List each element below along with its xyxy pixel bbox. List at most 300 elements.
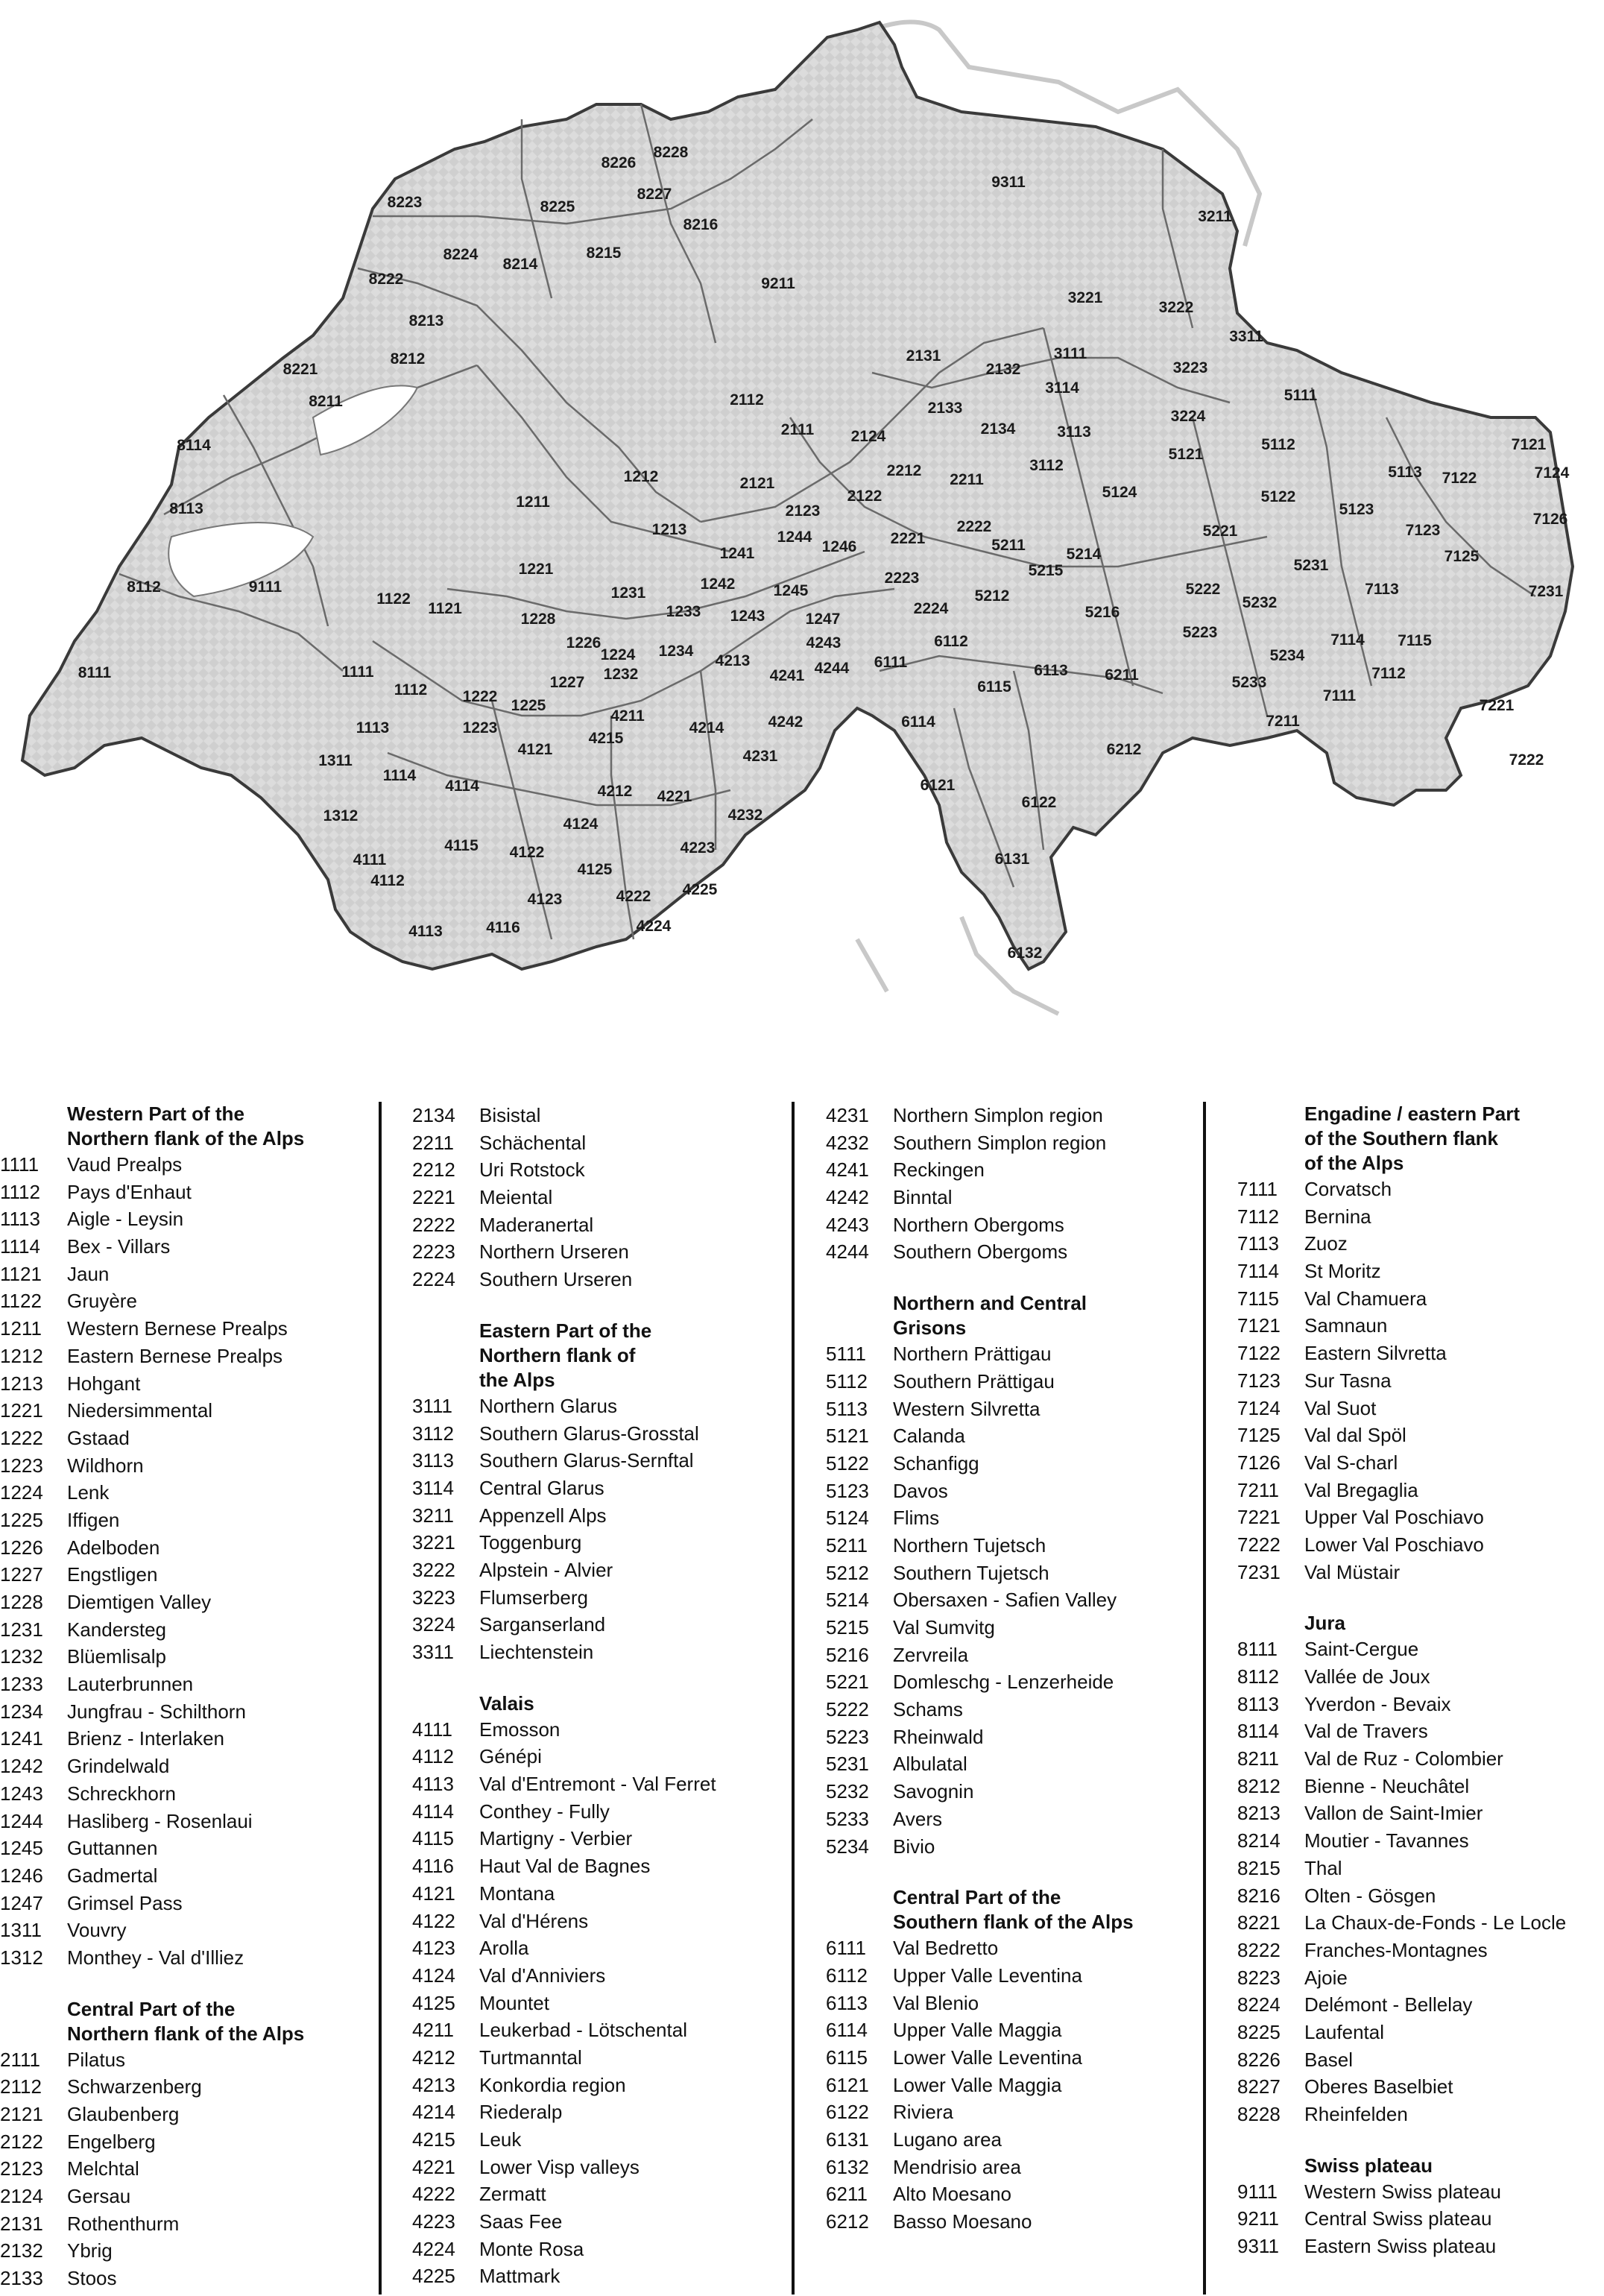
region-code-label: 7111 (1322, 687, 1357, 704)
region-name: Mountet (479, 1991, 549, 2014)
section-heading: Western Part of the Northern flank of the Alps (67, 1103, 305, 1149)
region-code: 4225 (412, 2265, 455, 2288)
region-code: 6121 (826, 2073, 869, 2096)
region-name: Ajoie (1304, 1966, 1348, 1989)
region-code-label: 4213 (715, 652, 751, 669)
region-code: 8215 (1237, 1856, 1281, 1879)
region-name: Val dal Spöl (1304, 1424, 1406, 1447)
region-code-label: 4232 (727, 807, 763, 824)
region-code-label: 6212 (1106, 741, 1142, 758)
region-code: 5216 (826, 1643, 869, 1666)
legend-row (0, 1315, 388, 1343)
legend-row (0, 1835, 388, 1862)
region-code: 8222 (1237, 1938, 1281, 1961)
region-code-label: 2123 (785, 502, 821, 520)
region-name: Pays d'Enhaut (67, 1180, 192, 1203)
legend-row (826, 1723, 1213, 1751)
region-code-label: 5212 (974, 587, 1010, 605)
legend-row (1237, 1477, 1604, 1504)
legend-row (826, 2126, 1213, 2154)
legend-row (826, 1184, 1213, 1211)
region-code: 8212 (1237, 1774, 1281, 1797)
region-name: Calanda (893, 1425, 965, 1448)
region-code: 8223 (1237, 1966, 1281, 1989)
region-name: Western Swiss plateau (1304, 2180, 1501, 2203)
region-code-label: 1241 (719, 545, 755, 562)
legend-row (826, 1962, 1213, 1990)
legend-row (1237, 1937, 1604, 1964)
region-code: 3111 (412, 1394, 452, 1417)
legend-column-1 (0, 1102, 388, 2292)
region-code: 1233 (0, 1673, 43, 1696)
region-code-label: 5234 (1269, 647, 1305, 664)
region-code-label: 5232 (1242, 594, 1278, 611)
region-name: Val Suot (1304, 1396, 1377, 1419)
region-code-label: 2212 (886, 462, 922, 479)
section-heading: Swiss plateau (1304, 2154, 1433, 2177)
region-code-label: 7221 (1479, 697, 1515, 714)
legend-row (412, 1825, 800, 1852)
region-code: 8211 (1237, 1747, 1279, 1770)
region-name: Savognin (893, 1780, 974, 1803)
legend-row (0, 1890, 388, 1917)
region-code: 1121 (0, 1262, 42, 1285)
section-heading: Northern and Central Grisons (893, 1292, 1087, 1340)
region-code: 4124 (412, 1964, 455, 1987)
region-name: Thal (1304, 1856, 1342, 1879)
legend-row (1237, 1285, 1604, 1313)
region-code: 8226 (1237, 2048, 1281, 2071)
legend-row (412, 2262, 800, 2290)
region-code-label: 4223 (680, 839, 716, 857)
region-code: 5111 (826, 1343, 866, 1366)
region-name: Flumserberg (479, 1586, 588, 1609)
region-code-label: 4214 (689, 719, 724, 737)
region-code-label: 2134 (980, 420, 1016, 438)
region-code-label: 5121 (1168, 446, 1204, 463)
region-code: 7123 (1237, 1369, 1281, 1392)
region-code: 4116 (412, 1855, 454, 1878)
region-name: Central Swiss plateau (1304, 2207, 1492, 2230)
region-name: Schwarzenberg (67, 2075, 202, 2098)
region-code-label: 6113 (1034, 662, 1068, 679)
legend-row (826, 1102, 1213, 1129)
region-code: 1227 (0, 1563, 43, 1586)
region-code-label: 1113 (356, 719, 390, 737)
region-code-label: 7112 (1371, 665, 1406, 682)
region-code: 1113 (0, 1208, 40, 1231)
region-name: Eastern Silvretta (1304, 1342, 1447, 1365)
region-name: Saas Fee (479, 2210, 563, 2233)
legend-row (1237, 2101, 1604, 2128)
region-name: Sarganserland (479, 1613, 606, 1636)
region-code: 5232 (826, 1780, 869, 1803)
region-name: Gstaad (67, 1426, 130, 1449)
region-code: 8221 (1237, 1911, 1281, 1934)
region-code-label: 2223 (884, 570, 920, 587)
region-code-label: 9311 (991, 174, 1026, 191)
region-code: 6113 (826, 1991, 868, 2014)
region-code: 1212 (0, 1344, 43, 1367)
legend-row (0, 2265, 388, 2292)
region-code-label: 7113 (1365, 581, 1399, 598)
region-name: Northern Glarus (479, 1394, 617, 1417)
region-name: Martigny - Verbier (479, 1827, 633, 1850)
region-name: Uri Rotstock (479, 1158, 585, 1182)
region-code-label: 7121 (1511, 436, 1547, 453)
region-code-label: 8228 (653, 144, 689, 161)
region-code: 8113 (1237, 1692, 1279, 1715)
region-code: 7231 (1237, 1560, 1281, 1583)
region-code: 6112 (826, 1964, 868, 1987)
legend-row (1237, 1449, 1604, 1477)
region-name: Reckingen (893, 1158, 985, 1182)
section-heading: Jura (1304, 1612, 1345, 1635)
legend-row (412, 1184, 800, 1211)
legend-row (412, 2126, 800, 2154)
legend-row (412, 1880, 800, 1908)
legend-row (0, 1370, 388, 1398)
region-name: Southern Urseren (479, 1268, 633, 1291)
region-code-label: 3211 (1198, 208, 1232, 225)
region-name: Lauterbrunnen (67, 1673, 194, 1696)
region-name: Southern Obergoms (893, 1240, 1068, 1264)
region-name: Génépi (479, 1745, 542, 1768)
region-name: Vouvry (67, 1919, 127, 1942)
region-code: 5215 (826, 1616, 869, 1639)
region-name: Stoos (67, 2267, 117, 2290)
legend-row (412, 2098, 800, 2126)
region-name: Adelboden (67, 1536, 160, 1559)
region-code-label: 3222 (1158, 299, 1194, 316)
region-code: 1221 (0, 1399, 43, 1422)
legend-row (412, 1743, 800, 1770)
region-name: Conthey - Fully (479, 1800, 610, 1823)
region-code-label: 7126 (1532, 511, 1568, 528)
legend-row (1237, 2178, 1604, 2206)
region-code-label: 8114 (177, 437, 211, 454)
region-code: 4115 (412, 1827, 454, 1850)
region-code: 3211 (412, 1504, 454, 1527)
region-name: Grimsel Pass (67, 1891, 183, 1914)
region-code-label: 2112 (730, 391, 764, 409)
region-name: Franches-Montagnes (1304, 1938, 1488, 1961)
region-code: 9211 (1237, 2207, 1279, 2230)
legend-row (412, 1420, 800, 1448)
legend-row (1237, 1531, 1604, 1559)
legend-row (0, 1343, 388, 1370)
legend-row (1237, 2073, 1604, 2101)
region-map (0, 0, 1604, 1073)
region-name: Lower Valle Maggia (893, 2073, 1062, 2096)
region-code-label: 3111 (1053, 345, 1087, 362)
region-name: Northern Obergoms (893, 1213, 1064, 1236)
region-name: Southern Simplon region (893, 1131, 1107, 1154)
region-code: 8111 (1237, 1638, 1278, 1661)
region-name: Zermatt (479, 2183, 546, 2206)
region-code-label: 4222 (616, 888, 651, 905)
legend-row (412, 1611, 800, 1639)
legend-row (1237, 2205, 1604, 2233)
region-code-label: 8223 (387, 194, 423, 211)
region-code: 2222 (412, 1213, 455, 1236)
legend-row (1237, 1559, 1604, 1586)
region-name: Vallon de Saint-Imier (1304, 1802, 1483, 1825)
legend-row (0, 1753, 388, 1780)
region-code: 2112 (0, 2075, 42, 2098)
region-name: Flims (893, 1507, 940, 1530)
region-code: 1246 (0, 1864, 43, 1887)
region-code: 1213 (0, 1372, 43, 1395)
region-name: Delémont - Bellelay (1304, 1993, 1473, 2016)
region-code: 1114 (0, 1235, 40, 1258)
region-name: Blüemlisalp (67, 1645, 166, 1668)
legend-row (412, 2016, 800, 2044)
region-code: 4232 (826, 1131, 869, 1154)
region-code-label: 1242 (700, 575, 736, 593)
region-code-label: 4115 (444, 837, 479, 854)
legend-row (826, 1668, 1213, 1696)
region-name: Val d'Anniviers (479, 1964, 606, 1987)
region-code: 1226 (0, 1536, 43, 1559)
region-name: Val Sumvitg (893, 1616, 995, 1639)
legend-row (412, 1529, 800, 1557)
region-name: Jungfrau - Schilthorn (67, 1700, 246, 1723)
region-code-label: 1233 (666, 603, 701, 620)
region-name: Central Glarus (479, 1476, 604, 1499)
region-code-label: 7231 (1528, 583, 1564, 600)
region-code-label: 6121 (920, 777, 956, 794)
region-code-label: 7222 (1509, 751, 1544, 769)
legend-row (826, 1477, 1213, 1505)
region-name: Zervreila (893, 1643, 969, 1666)
region-code: 7222 (1237, 1533, 1281, 1556)
region-code-label: 7211 (1266, 713, 1300, 730)
legend-row (0, 2128, 388, 2156)
legend-row (826, 1833, 1213, 1861)
region-code-label: 8215 (586, 245, 622, 262)
region-name: Val de Ruz - Colombier (1304, 1747, 1503, 1770)
region-name: Vaud Prealps (67, 1153, 183, 1176)
column-divider (379, 1102, 382, 2295)
section-heading: Eastern Part of the Northern flank of the Alps (479, 1319, 652, 1391)
region-name: Laufental (1304, 2020, 1384, 2043)
legend-row (826, 1395, 1213, 1423)
region-code-label: 5113 (1388, 464, 1422, 481)
region-code-label: 8221 (282, 361, 318, 378)
legend-row (826, 2154, 1213, 2181)
region-code-label: 5124 (1102, 484, 1137, 501)
legend-row (1237, 1991, 1604, 2019)
legend-row (0, 1151, 388, 1179)
region-name: Riederalp (479, 2101, 563, 2124)
region-code-label: 5216 (1084, 604, 1120, 621)
legend-row (1237, 2019, 1604, 2046)
region-name: Samnaun (1304, 1314, 1388, 1337)
region-name: Schreckhorn (67, 1782, 176, 1805)
region-name: Monthey - Val d'Illiez (67, 1946, 244, 1969)
legend-row (1237, 1800, 1604, 1827)
legend-row (826, 1211, 1213, 1239)
region-name: Niedersimmental (67, 1399, 213, 1422)
region-code-label: 2221 (890, 530, 926, 547)
legend-row (0, 1233, 388, 1261)
region-code-label: 4111 (353, 851, 387, 868)
region-name: Mattmark (479, 2265, 561, 2288)
region-code: 3223 (412, 1586, 455, 1609)
region-name: Binntal (893, 1186, 953, 1209)
column-divider (1203, 1102, 1206, 2295)
legend-row (0, 2183, 388, 2210)
region-code: 8228 (1237, 2103, 1281, 2125)
region-code: 4215 (412, 2128, 455, 2151)
region-code-label: 4116 (486, 919, 520, 936)
region-code: 7114 (1237, 1260, 1279, 1283)
legend-column-3 (826, 1102, 1213, 2236)
region-code-label: 4241 (769, 667, 805, 684)
region-name: Schams (893, 1698, 963, 1721)
region-name: Oberes Baselbiet (1304, 2075, 1453, 2098)
region-code-label: 1212 (623, 468, 659, 485)
region-code-label: 8112 (127, 578, 161, 596)
region-name: Lower Visp valleys (479, 2155, 640, 2178)
region-name: Southern Glarus-Grosstal (479, 1422, 699, 1445)
region-code: 1224 (0, 1481, 43, 1504)
region-code-label: 3114 (1045, 379, 1079, 397)
region-name: Val d'Entremont - Val Ferret (479, 1773, 716, 1796)
region-name: Obersaxen - Safien Valley (893, 1589, 1117, 1612)
region-code-label: 1121 (428, 600, 462, 617)
region-code: 4222 (412, 2183, 455, 2206)
region-name: Alpstein - Alvier (479, 1558, 613, 1581)
region-name: Val de Travers (1304, 1720, 1428, 1743)
legend-row (412, 1852, 800, 1880)
region-code: 2133 (0, 2267, 43, 2290)
region-code-label: 5233 (1231, 674, 1267, 691)
legend-row (826, 2208, 1213, 2236)
legend-row (826, 1340, 1213, 1368)
region-name: Pilatus (67, 2048, 126, 2071)
region-name: Kandersteg (67, 1618, 166, 1641)
region-code: 5233 (826, 1807, 869, 1830)
region-code-label: 1232 (603, 666, 639, 683)
legend-row (0, 1425, 388, 1452)
region-name: Ybrig (67, 2239, 113, 2262)
region-code: 2223 (412, 1240, 455, 1264)
region-code-label: 2122 (847, 488, 882, 505)
region-code-label: 2131 (906, 347, 941, 365)
region-name: Upper Val Poschiavo (1304, 1506, 1484, 1529)
region-code-label: 4212 (597, 783, 633, 800)
legend-row (0, 1808, 388, 1835)
region-name: Engelberg (67, 2130, 156, 2153)
region-code-label: 4112 (370, 872, 405, 889)
region-code-label: 2132 (985, 361, 1021, 378)
region-code-label: 8212 (390, 350, 426, 368)
region-code-label: 5112 (1261, 436, 1295, 453)
region-code-label: 5122 (1260, 488, 1296, 505)
legend-row (412, 1934, 800, 1962)
region-code: 1243 (0, 1782, 43, 1805)
region-code: 4123 (412, 1937, 455, 1960)
region-code: 4111 (412, 1718, 452, 1741)
region-code-label: 2224 (913, 600, 949, 617)
region-code: 1225 (0, 1508, 43, 1531)
region-code: 3311 (412, 1641, 454, 1663)
region-code-label: 5215 (1028, 562, 1064, 579)
region-code-label: 1312 (323, 807, 359, 824)
region-code-label: 8211 (309, 393, 343, 410)
region-code-label: 2121 (739, 475, 775, 492)
region-code-label: 6115 (977, 678, 1011, 696)
region-code: 1122 (0, 1290, 42, 1313)
region-name: Hasliberg - Rosenlaui (67, 1809, 253, 1832)
legend-row (1237, 1663, 1604, 1691)
region-code: 2212 (412, 1158, 455, 1182)
region-code-label: 5222 (1185, 581, 1221, 598)
region-code-label: 8226 (601, 154, 637, 171)
legend-row (412, 1102, 800, 1129)
region-code: 8227 (1237, 2075, 1281, 2098)
region-code-label: 8227 (637, 186, 672, 203)
legend-row (1237, 1882, 1604, 1910)
region-code-label: 4125 (577, 861, 613, 878)
region-code: 1247 (0, 1891, 43, 1914)
legend-row (412, 1266, 800, 1293)
legend-row (1237, 1367, 1604, 1395)
region-code: 2124 (0, 2185, 43, 2208)
region-code-label: 6132 (1007, 944, 1043, 962)
legend-row (412, 1211, 800, 1239)
region-name: Eastern Bernese Prealps (67, 1344, 283, 1367)
legend-row (826, 2180, 1213, 2208)
region-name: Sur Tasna (1304, 1369, 1392, 1392)
legend-row (412, 1502, 800, 1530)
region-code-label: 8113 (169, 500, 203, 517)
region-name: Southern Prättigau (893, 1369, 1055, 1393)
region-name: Toggenburg (479, 1531, 582, 1554)
region-name: Northern Simplon region (893, 1104, 1103, 1126)
region-code-label: 1311 (318, 752, 353, 769)
region-name: Corvatsch (1304, 1178, 1392, 1200)
legend-row (1237, 1395, 1604, 1422)
region-code: 5124 (826, 1507, 869, 1530)
legend-row (412, 2208, 800, 2236)
region-code-label: 5231 (1293, 557, 1329, 574)
legend-row (0, 1397, 388, 1425)
region-code: 6212 (826, 2210, 869, 2233)
region-code: 7113 (1237, 1232, 1279, 1255)
legend-row (0, 1534, 388, 1562)
region-name: Iffigen (67, 1508, 120, 1531)
legend-row (1237, 2046, 1604, 2074)
region-name: Gersau (67, 2185, 131, 2208)
region-code: 5123 (826, 1479, 869, 1502)
legend-row (826, 1750, 1213, 1778)
legend-row (0, 1944, 388, 1972)
region-code-label: 4121 (517, 741, 553, 758)
region-code-label: 2211 (950, 471, 984, 488)
legend-row (826, 1156, 1213, 1184)
region-name: Western Bernese Prealps (67, 1317, 288, 1340)
region-code-label: 3223 (1172, 359, 1208, 376)
region-name: Lugano area (893, 2128, 1002, 2151)
legend-row (826, 1586, 1213, 1614)
region-name: Gadmertal (67, 1864, 158, 1887)
region-name: Domleschg - Lenzerheide (893, 1671, 1114, 1694)
region-code-label: 1211 (516, 493, 550, 511)
region-code-label: 2133 (927, 400, 963, 417)
